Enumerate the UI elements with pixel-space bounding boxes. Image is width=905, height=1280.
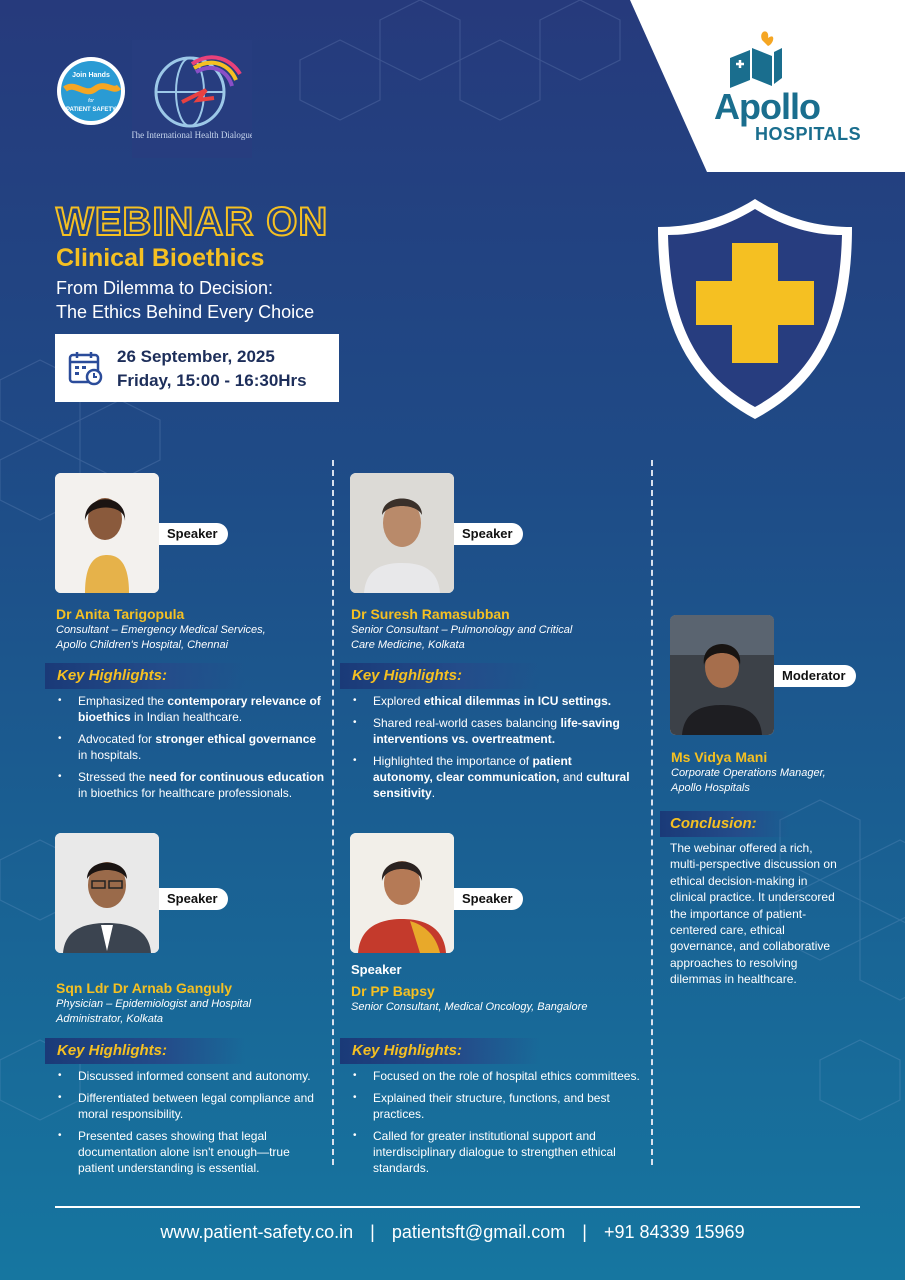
speaker-desc-line: Consultant – Emergency Medical Services, [56, 624, 266, 636]
join-hands-text: Join Hands [72, 72, 110, 79]
highlight-item: • Explored ethical dilemmas in ICU settings. [351, 693, 631, 709]
speaker-role-tag: Speaker [159, 523, 228, 545]
moderator-photo-vidya [670, 615, 774, 735]
speaker-description [56, 623, 326, 653]
key-highlights-label: Key Highlights: [340, 663, 540, 689]
highlights-list [351, 1068, 641, 1182]
moderator-desc-line: Apollo Hospitals [671, 782, 750, 794]
event-time: Friday, 15:00 - 16:30Hrs [117, 371, 307, 390]
highlight-item: • Highlighted the importance of patient autonomy, clear communication, and cultural sensitivity. [351, 753, 631, 801]
footer-separator: | [370, 1222, 375, 1242]
speaker-label: Speaker [351, 962, 402, 977]
highlight-item: • Emphasized the contemporary relevance of bioethics in Indian healthcare. [56, 693, 326, 725]
calendar-clock-icon [68, 350, 104, 386]
conclusion-text: The webinar offered a rich, multi-perspective discussion on ethical decision-making in clinical practice. It underscored the importance of patient-centered care, ethical governance, and collaborative approaches to resolving dilemmas in healthcare. [670, 841, 837, 987]
phone-number[interactable]: +91 84339 15969 [603, 1222, 745, 1242]
webinar-heading: WEBINAR ON [56, 200, 329, 244]
speaker-photo-suresh [350, 473, 454, 593]
join-hands-patient-safety-logo [55, 55, 127, 127]
speaker-role-tag: Speaker [454, 888, 523, 910]
highlights-list [56, 1068, 326, 1182]
speaker-role-tag: Speaker [454, 523, 523, 545]
column-divider-2 [651, 460, 653, 1165]
moderator-role-tag: Moderator [774, 665, 856, 687]
speaker-photo-bapsy [350, 833, 454, 953]
highlights-list [351, 693, 631, 807]
highlight-item: • Presented cases showing that legal documentation alone isn't enough—true patient understanding is essential. [56, 1128, 326, 1176]
speaker-photo-anita [55, 473, 159, 593]
speaker-desc-line: Senior Consultant, Medical Oncology, Bangalore [351, 1001, 588, 1013]
moderator-name: Ms Vidya Mani [671, 749, 768, 765]
website-link[interactable]: www.patient-safety.co.in [160, 1222, 354, 1242]
webinar-topic: Clinical Bioethics [56, 244, 265, 272]
apollo-hospitals-label: HOSPITALS [755, 124, 862, 144]
highlight-item: • Stressed the need for continuous education in bioethics for healthcare professionals. [56, 769, 326, 801]
event-date: 26 September, 2025 [117, 347, 275, 366]
highlight-item: • Focused on the role of hospital ethics committees. [351, 1068, 641, 1084]
speaker-photo-arnab [55, 833, 159, 953]
highlight-item: • Advocated for stronger ethical governance in hospitals. [56, 731, 326, 763]
key-highlights-label: Key Highlights: [45, 663, 245, 689]
highlight-item: • Explained their structure, functions, and best practices. [351, 1090, 641, 1122]
highlight-item: • Shared real-world cases balancing life-saving interventions vs. overtreatment. [351, 715, 631, 747]
webinar-subtitle [56, 276, 376, 324]
email-link[interactable]: patientsft@gmail.com [391, 1222, 566, 1242]
speaker-name: Sqn Ldr Dr Arnab Ganguly [56, 980, 233, 996]
speaker-description [351, 1000, 641, 1015]
date-time-box [55, 334, 339, 402]
speaker-name: Dr PP Bapsy [351, 983, 435, 999]
moderator-description [671, 766, 871, 796]
shield-cross-icon [650, 193, 860, 425]
conclusion-label: Conclusion: [660, 811, 790, 837]
highlights-list [56, 693, 326, 807]
speaker-desc-line: Senior Consultant – Pulmonology and Critical [351, 624, 573, 636]
speaker-description [351, 623, 631, 653]
subtitle-line-1: From Dilemma to Decision: [56, 278, 274, 298]
international-health-dialogue-logo [132, 40, 252, 158]
speaker-desc-line: Apollo Children's Hospital, Chennai [56, 639, 229, 651]
speaker-desc-line: Care Medicine, Kolkata [351, 639, 465, 651]
footer-divider [55, 1206, 860, 1208]
speaker-name: Dr Suresh Ramasubban [351, 606, 510, 622]
column-divider-1 [332, 460, 334, 1165]
apollo-wordmark: Apollo [714, 86, 820, 127]
footer-separator: | [582, 1222, 587, 1242]
patient-safety-text: PATIENT SAFETY [65, 107, 117, 113]
footer-contact [0, 1222, 905, 1243]
key-highlights-label: Key Highlights: [45, 1038, 245, 1064]
highlight-item: • Differentiated between legal compliance and moral responsibility. [56, 1090, 326, 1122]
speaker-description [56, 997, 326, 1027]
speaker-role-tag: Speaker [159, 888, 228, 910]
key-highlights-label: Key Highlights: [340, 1038, 540, 1064]
speaker-desc-line: Administrator, Kolkata [56, 1013, 163, 1025]
join-hands-for-text: for [88, 98, 94, 104]
ihd-logo-text: The International Health Dialogue [132, 130, 252, 140]
moderator-desc-line: Corporate Operations Manager, [671, 767, 826, 779]
highlight-item: • Called for greater institutional support and interdisciplinary dialogue to strengthen ethical standards. [351, 1128, 641, 1176]
speaker-desc-line: Physician – Epidemiologist and Hospital [56, 998, 252, 1010]
speaker-name: Dr Anita Tarigopula [56, 606, 185, 622]
subtitle-line-2: The Ethics Behind Every Choice [56, 302, 315, 322]
highlight-item: • Discussed informed consent and autonomy. [56, 1068, 326, 1084]
